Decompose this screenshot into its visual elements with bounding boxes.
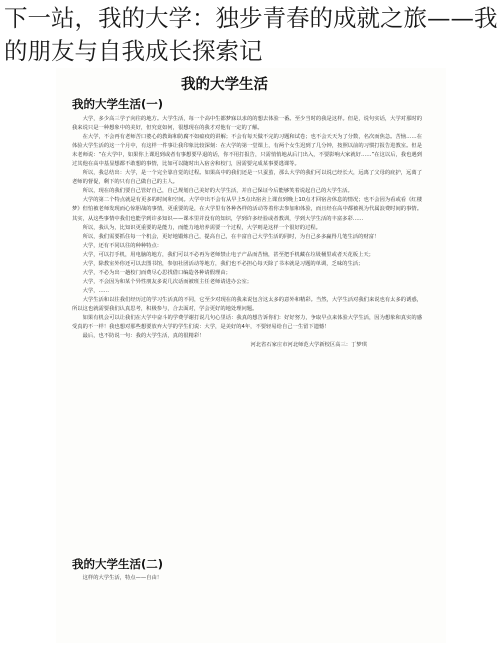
paragraph: 大学，不必为出一趟校门而费尽心思找借口编造各种请假理由； [82,269,231,276]
section-heading-1: 我的大学生活(一) [72,97,164,111]
paragraph: 大学生活和以往我们经历过的学习生活真的不同，它至少对现在的我来说包含这太多的意外和精彩。当然，大学生活对我们来说也有太多的诱惑，所以这也就需要我们认真思考，积极参与，合去面对，学会更好的地处理问题。 [72,296,422,312]
paragraph: 大学，不会因为和某个异性朋友多说几次话而被班主任老师请进办公室； [82,278,253,285]
paragraph: 所以，我们需要抓住每一个机会，更好地锻炼自己，提高自己，在丰富自己大学生活的同时，为自己多多赢得几笔生活的财富！ [82,233,380,240]
section-1-body [72,115,422,550]
paragraph: 最后，也不防说一句：我的大学生活，真的很精彩！ [82,333,205,340]
document-title: 我的大学生活 [181,77,268,93]
page-title: 下一站，我的大学：独步青春的成就之旅——我的朋友与自我成长探索记 [4,4,498,65]
paragraph: 所以，现在的我们要自己管好自己，自己规划自己美好的大学生活，并自己保证今后能够笑着说起自己的大学生活。 [82,188,353,195]
paragraph: 所以，我认为，比知识更重要的是能力，而能力地培养需要一个过程，大学则是这样一个很好的过程。 [82,224,321,231]
paragraph: 大学的第二个特点就是有更多的时间和空间。大学中出不会有从早上5点出宿舍上课直到晚上10点才回宿舍休息的情况；也不会因为看或看《红楼梦》但怕被老师发现而心惊胆战的事情，更重要的是，在大学里有各种各样的活动等着你去参加和体验，而且经在高中都被视为代属浪费时间的事情。其实，从这些事情中我们也能学到许多知识——课本里并没有的知识，学到许多经验或者教训，学到大学生活的丰富多彩…… [72,197,422,222]
paragraph: 大学，…… [82,287,110,294]
paragraph: 如果有机会可以让我们在大学中奋斗的学费学谢打说几句心里话：我真的想告诉你们：好好努力，争取早点来体验大学生活，因为想象和真实的感受真的不一样！我也想对那些想要放弃大学的学生们说：大学，是美好的4年，不要轻易给自己一生留下遗憾！ [72,315,422,331]
paragraph: 在大学，不会再有老师苦口婆心的教诲和防腐不如瘟疫的讲解；不会有每天做不完的习题和试卷；也不会天天为了分数，名次而焦急。苦恼……在体验大学生活的这一个月中，有这样一件事让我印象比较深刻：在大学的第一堂课上，有两个女生迟到了几分钟，按照以前的习惯打报告进教室。但是未老师说：“在大学中，如果你上课迟到或者有事想要早退的话，你不用打报告，只需悄悄地从后门出入，不要影响大家就好……”在这以后，我也遇到过其他在高中基显想都不敢想的事情，比如可以随时出入宿舍和校门，因需要完成某事要逃课等。 [72,134,422,168]
section-heading-2: 我的大学生活(二) [72,557,164,571]
section-2-body [72,574,422,588]
paragraph: 大学，还有不同以往的种种特点： [82,242,163,249]
author-signature: 河北省石家庄市河北师范大学新校区高三：丁梦琪 [250,342,367,349]
paragraph: 大学，可以打手机，用电脑的地方，我们可以不必再为老师禁止电子产品而苦恼，甚至把手机藏在垃圾桶里或者天花板上天； [82,251,374,258]
paragraph: 所以，我总结出：大学，是一个完全靠自觉的过程。如果高中的我们还是一只蚕茧，那么大学的我们可以说已经长大，远离了父母的庇护，远离了老师的督促，剩下的只有自己做自己的主人。 [72,170,422,186]
paragraph: 大学，多少高三学子向往的地方。大学生活，每一个高中生都梦寐以求的的想去体验一番。至少当时的我是这样。但是，说句实话，大学对那时的我来说只是一种想象中的美好，但究竟如何，很想现在的我才对他有一定的了解。 [72,116,422,132]
paragraph: 大学，除教室外你还可以去图书馆，参加社团活动等地方，我们也不必担心每天除了书本就是习题的单调，乏味的生活； [82,260,364,267]
paragraph: 这样的大学生活，特点——自由！ [82,575,163,581]
